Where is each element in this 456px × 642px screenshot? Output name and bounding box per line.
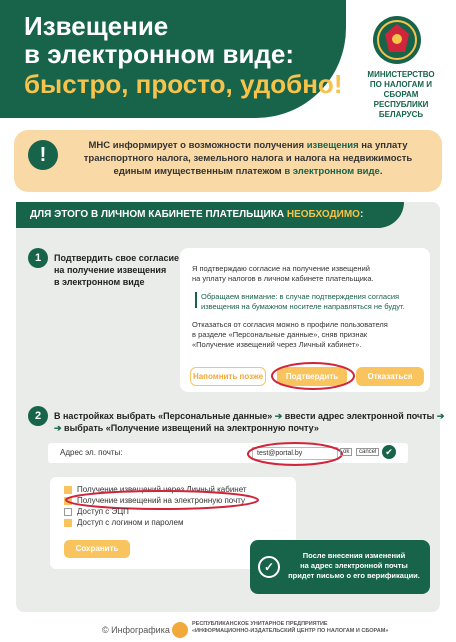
checkbox-ecp[interactable] xyxy=(64,508,72,516)
step-1-text: Подтвердить свое согласие на получение извещения в электронном виде xyxy=(54,253,180,287)
arrow-right-icon: ➔ xyxy=(54,423,62,433)
notice-text: МНС информирует о возможности получения извещения на уплату транспортного налога, земельного налога и налога на недвижимость единым имущественным платежом в электронном виде. xyxy=(83,140,413,177)
remind-later-button[interactable]: Напомнить позже xyxy=(190,367,266,386)
check-circle-icon: ✔ xyxy=(382,445,396,459)
option-login-label: Доступ с логином и паролем xyxy=(77,518,184,527)
email-highlight-ellipse xyxy=(246,441,344,467)
refuse-info-1: Отказаться от согласия можно в профиле пользователя xyxy=(192,320,388,329)
refuse-button[interactable]: Отказаться xyxy=(356,367,424,386)
ok-button[interactable]: ok xyxy=(340,448,352,456)
attention-text-1: Обращаем внимание: в случае подтверждения согласия xyxy=(201,292,400,301)
exclamation-icon: ! xyxy=(28,140,58,170)
check-circle-icon: ✓ xyxy=(258,556,280,578)
cancel-button[interactable]: cancel xyxy=(356,448,379,456)
publisher-name: РЕСПУБЛИКАНСКОЕ УНИТАРНОЕ ПРЕДПРИЯТИЕ «ИНФОРМАЦИОННО-ИЗДАТЕЛЬСКИЙ ЦЕНТР ПО НАЛОГАМ И СБОРАМ» xyxy=(192,621,389,634)
attention-text-2: извещения на бумажном носителе направляться не будут. xyxy=(201,302,405,311)
step-2-text-line-1: В настройках выбрать «Персональные данные» ➔ ввести адрес электронной почты ➔ xyxy=(54,411,445,421)
arrow-right-icon: ➔ xyxy=(436,411,445,421)
option-cabinet-label: Получение извещений через Личный кабинет xyxy=(77,485,247,494)
email-label: Адрес эл. почты: xyxy=(60,448,123,457)
section-banner-text: ДЛЯ ЭТОГО В ЛИЧНОМ КАБИНЕТЕ ПЛАТЕЛЬЩИКА НЕОБХОДИМО: xyxy=(30,209,364,220)
title-line-2: в электронном виде: xyxy=(24,39,295,69)
email-field[interactable]: test@portal.by xyxy=(252,447,338,460)
infographic-credit: © Инфографика xyxy=(102,625,170,635)
consent-text-2: на уплату налогов в личном кабинете плательщика. xyxy=(192,274,374,283)
step-2-number: 2 xyxy=(28,406,48,426)
save-button[interactable]: Сохранить xyxy=(64,540,130,558)
ministry-emblem-icon xyxy=(371,14,423,66)
ministry-name: МИНИСТЕРСТВО ПО НАЛОГАМ И СБОРАМ РЕСПУБЛИКИ БЕЛАРУСЬ xyxy=(367,70,435,119)
refuse-info-3: «Получение извещений через Личный кабинет». xyxy=(192,340,362,349)
title-line-1: Извещение xyxy=(24,11,169,41)
consent-text-1: Я подтверждаю согласие на получение извещений xyxy=(192,264,370,273)
step-2-text-line-2: ➔ выбрать «Получение извещений на электронную почту» xyxy=(54,423,319,433)
checkbox-login[interactable] xyxy=(64,519,72,527)
arrow-right-icon: ➔ xyxy=(274,411,283,421)
attention-bar xyxy=(195,292,197,308)
confirm-button[interactable]: Подтвердить xyxy=(277,367,347,386)
verification-text: После внесения изменений на адрес электронной почты придет письмо о его верификации. xyxy=(288,551,420,580)
option-email-label: Получение извещений на электронную почту xyxy=(77,496,245,505)
option-ecp-label: Доступ с ЭЦП xyxy=(77,507,129,516)
publisher-logo-icon xyxy=(172,622,188,638)
confirm-highlight-ellipse xyxy=(270,361,356,391)
step-1-number: 1 xyxy=(28,248,48,268)
title-line-3: быстро, просто, удобно! xyxy=(24,69,343,99)
refuse-info-2: в разделе «Персональные данные», сняв признак xyxy=(192,330,368,339)
